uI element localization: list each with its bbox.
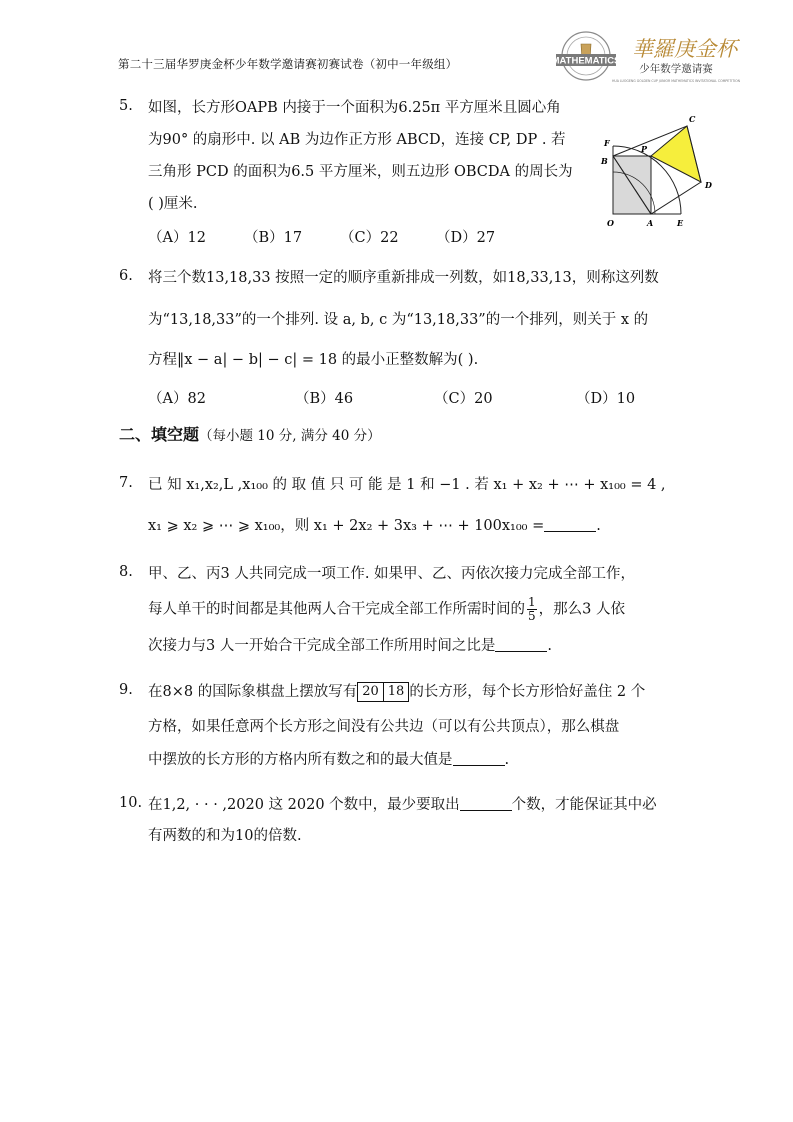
q7-line1: 已 知 x₁,x₂,L ,x₁₀₀ 的 取 值 只 可 能 是 1 和 −1 . 若 x₁ + x₂ + ⋯ + x₁₀₀ = 4 , [148,477,666,493]
q8-line2-end: ，那么3 人依 [538,601,625,618]
logo-calligraphy: 華羅庚金杯 [632,37,737,61]
q9-number: 9. [119,682,133,698]
q7-line2-text: x₁ ⩾ x₂ ⩾ ⋯ ⩾ x₁₀₀，则 x₁ + 2x₂ + 3x₃ + ⋯ + 100x₁₀₀ = [148,518,545,534]
fig-label-p: P [641,144,648,154]
logo-subtitle-en: HUA LUOGENG GOLDEN CUP JUNIOR MATHEMATICS INVITATIONAL COMPETITION [612,79,740,83]
q9-line1-end: 的长方形，每个长方形恰好盖住 2 个 [409,684,646,700]
competition-logo [550,30,740,92]
q5-line2: 为90° 的扇形中. 以 AB 为边作正方形 ABCD，连接 CP, DP . 若 [148,132,566,148]
q5-line4: ( )厘米. [148,196,198,212]
q5-choice-b: （B）17 [244,230,303,246]
fig-label-b: B [601,156,608,166]
q5-line1: 如图，长方形OAPB 内接于一个面积为6.25π 平方厘米且圆心角 [148,100,561,116]
q8-line3-end: . [547,638,552,654]
q6-choice-c: （C）20 [434,391,493,407]
section-title: 二、填空题 [119,425,200,444]
q9-domino-cell-left: 20 [357,682,384,702]
q8-frac-den: 5 [528,609,536,623]
q9-line3-end: . [504,752,510,768]
logo-subtitle: 少年数学邀请赛 [639,63,713,75]
q5-choice-d: （D）27 [436,230,496,246]
q9-domino-cell-right: 18 [384,682,410,702]
fig-label-e: E [677,218,684,228]
fig-label-c: C [689,114,696,124]
q6-line1: 将三个数13,18,33 按照一定的顺序重新排成一列数，如18,33,13，则称这列数 [148,270,659,286]
q10-line2: 有两数的和为10的倍数. [148,828,302,844]
q8-frac-num: 1 [528,595,536,609]
q9-line3 [148,750,509,770]
q8-line1: 甲、乙、丙3 人共同完成一项工作. 如果甲、乙、丙依次接力完成全部工作， [148,566,636,582]
section-heading [119,422,381,445]
q5-number: 5. [119,98,133,114]
logo-badge-text: MATHEMATICS [551,55,621,67]
q5-choice-c: （C）22 [340,230,399,246]
q7-line2-end: . [596,518,601,534]
q7-line2 [148,516,601,536]
q6-choice-d: （D）10 [576,391,636,407]
fig-label-a: A [647,218,654,228]
q10-answer-blank[interactable] [460,796,512,811]
q9-line1 [148,682,645,702]
q10-line1 [148,795,657,815]
q5-geometry-figure [595,112,725,232]
q6-line3: 方程‖x − a| − b| − c| = 18 的最小正整数解为( ). [148,352,479,368]
q8-number: 8. [119,564,133,580]
q10-line1-end: 个数，才能保证其中必 [511,797,657,813]
q6-choice-b: （B）46 [295,391,354,407]
q5-line3: 三角形 PCD 的面积为6.5 平方厘米，则五边形 OBCDA 的周长为 [148,164,573,180]
q6-line2: 为“13,18,33”的一个排列. 设 a, b, c 为“13,18,33”的一个排列，则关于 x 的 [148,312,649,328]
q8-answer-blank[interactable] [495,637,547,652]
fig-label-f: F [604,138,610,148]
q8-line3-text: 次接力与3 人一开始合干完成全部工作所用时间之比是 [148,638,496,654]
q8-line2 [148,596,625,623]
q9-line1-text: 在8×8 的国际象棋盘上摆放写有 [148,684,358,700]
q8-fraction [527,596,537,623]
page-header-title: 第二十三届华罗庚金杯少年数学邀请赛初赛试卷（初中一年级组） [118,57,458,71]
q10-line1-text: 在1,2, · · · ,2020 这 2020 个数中，最少要取出 [148,797,460,813]
q9-line2: 方格，如果任意两个长方形之间没有公共边（可以有公共顶点），那么棋盘 [148,719,620,735]
q6-number: 6. [119,268,133,284]
q6-choice-a: （A）82 [148,391,206,407]
q9-line3-text: 中摆放的长方形的方格内所有数之和的最大值是 [148,752,453,768]
q7-number: 7. [119,475,133,491]
section-note: （每小题 10 分, 满分 40 分） [199,428,381,444]
q9-answer-blank[interactable] [453,751,505,766]
q5-choice-a: （A）12 [148,230,206,246]
fig-label-d: D [705,180,712,190]
q7-answer-blank[interactable] [544,517,596,532]
q10-number: 10. [119,795,143,811]
q8-line3 [148,636,552,656]
q8-line2-text: 每人单干的时间都是其他两人合干完成全部工作所需时间的 [148,601,525,618]
fig-label-o: O [607,218,614,228]
